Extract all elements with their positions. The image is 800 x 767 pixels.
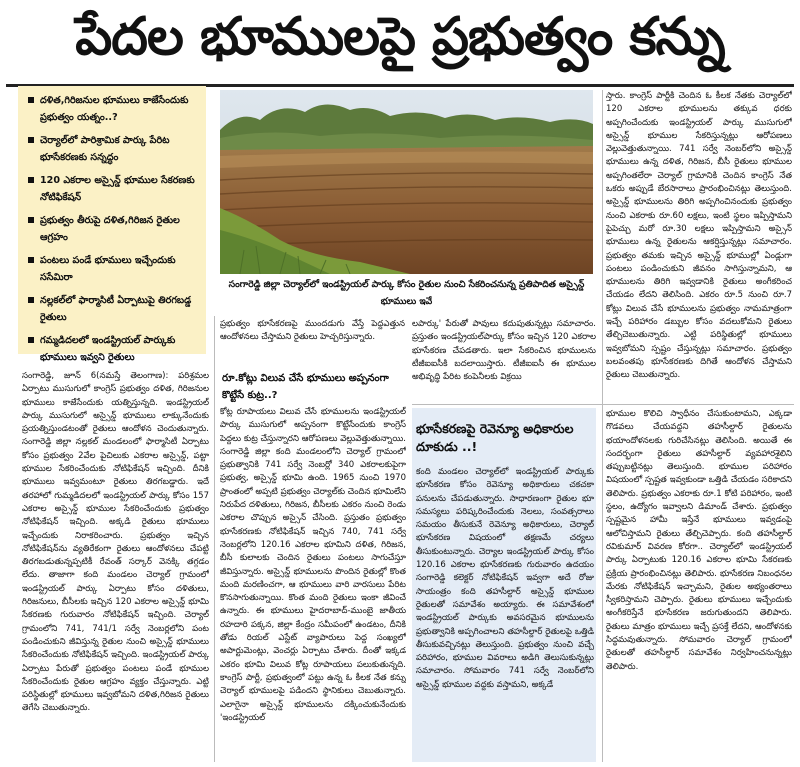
article-text: ప్రభుత్వం భూసేకరణపై ముందడుగు వేస్తే పెద్దఎత్తున ఆందోళనలు చేస్తామని రైతులు హెచ్చరిస్తున్నారు.	[220, 319, 405, 343]
article-column-mid	[220, 406, 406, 761]
article-column-mid-right	[412, 318, 596, 402]
article-column-right	[606, 90, 792, 402]
highlight-item: ప్రభుత్వం తీరుపై దళిత,గిరిజన రైతుల ఆగ్రహం	[28, 212, 200, 246]
highlight-item: దళిత,గిరిజనుల భూములు కాజేసేందుకు ప్రభుత్వం యత్నం..?	[28, 92, 200, 126]
article-text: సంగారెడ్డి, జూన్ 6(నమస్తే తెలంగాణ): పరిశ్రమల ఏర్పాటు ముసుగులో కాంగ్రెస్ ప్రభుత్వం దళిత, గిరిజనుల భూములు కాజేసేందుకు యత్నిస్తున్నది. ఇండస్ట్రియల్ పార్కు ముసుగులో అస్సైన్డ్ భూములు లాక్కునేందుకు ప్రయత్నిస్తుండటంతో రైతులు ఆందోళన చెందుతున్నారు. సంగారెడ్డి జిల్లా నల్లకల్ మండలంలో ఫార్మాసిటీ ఏర్పాటు కోసం ప్రభుత్వం 2వేల పైచిలుకు ఎకరాల అస్సైన్డ్, పట్టా భూముల సేకరించేందుకు నోటిఫికేషన్ ఇచ్చింది. దీనికి భూములు ఇవ్వమంటూ రైతులు తిరగబడ్డారు. ఇదే తరహాలో గుమ్మడిదలలో ఇండస్ట్రియల్ పార్కు కోసం 157 ఎకరాల అస్సైన్డ్ భూముల సేకరించేందుకు ప్రభుత్వం నోటిఫికేషన్ ఇచ్చింది. అక్కడి రైతులు భూములు ఇచ్చేందుకు నిరాకరించారు. ప్రభుత్వం ఇచ్చిన నోటిఫికేషన్‌ను వ్యతిరేకంగా రైతులు ఆందోళనలు చేపట్టి తిరగబడుతున్నప్పటికీ రేవంత్ సర్కార్ వెనక్కి తగ్గడం లేదు. తాజాగా కంది మండలం చెర్యాల్ గ్రామంలో ఇండస్ట్రియల్ పార్కు ఏర్పాటు కోసం దళితులు, గిరిజనులు, బీసీలకు ఇచ్చిన 120 ఎకరాల అస్సైన్డ్ భూమి సేకరణకు గురువారం నోటిఫికేషన్ ఇచ్చింది. చెర్యాల్ గ్రామంలోని 741, 741/1 సర్వే నెంబర్లలోని పంట పండించుకుని జీవిస్తున్న రైతుల నుంచి అస్సైన్డ్ భూములు సేకరించేందుకు నోటిఫికేషన్ ఇచ్చింది. ఇండస్ట్రియల్ పార్కు ఏర్పాటు పేరుతో ప్రభుత్వం పంటలు పండే భూముల సేకరించేందుకు రైతుల ఆగ్రహం వ్యక్తం చేస్తున్నారు. ఎట్టి పరిస్థితుల్లో భూములు ఇవ్వబోమని దళిత,గిరిజన రైతులు తెగేసి చెబుతున్నారు.	[22, 371, 209, 714]
article-column-left	[22, 370, 209, 760]
column-divider	[214, 316, 215, 762]
article-column-mid-top	[220, 318, 405, 360]
highlight-item: 120 ఎకరాల అస్సైన్డ్ భూముల సేకరణకు నోటిఫికేషన్	[28, 172, 200, 206]
article-text: లపార్కు' పేరుతో పావులు కదుపుతున్నట్లు సమాచారం. ప్రస్తుతం ఇండస్ట్రియల్‌పార్కు కోసం ఇచ్చిన 120 ఎకరాల భూసేకరణ చేపడతారు. ఇలా సేకరించిన భూములను టీజీఐఐసీకి బదలాయిస్తారు. టీజీఐఐసీ ఈ భూముల అభివృద్ధి పేరిట కంపెనీలకు విక్రయి	[412, 319, 596, 383]
farmland-photo	[220, 90, 593, 274]
article-text: భూముల కొలిచి స్వాధీనం చేసుకుంటామని, ఎక్కడా గొడవలు చేయవద్దని తహసీల్దార్ రైతులను భయాందోళనలకు గురిచేసినట్లు తెలిసింది. అయితే ఈ సందర్భంగా రైతులు తహసీల్దార్ వ్యవహారశైలిని తప్పుబట్టినట్లు తెలుస్తుంది. భూముల పరిహారం విషయంలో స్పష్టత ఇవ్వకుండా ఒత్తిడి చేయడం సరికాదని తెలిపారు. ప్రభుత్వం ఎకరాకు రూ.1 కోటి పరిహారం, ఇంటి స్థలం, ఉద్యోగం ఇవ్వాలని డిమాండ్ చేశారు. ప్రభుత్వం స్పష్టమైన హామీ ఇస్తేనే భూములు ఇవ్వడంపై ఆలోచిస్తామని రైతులు తేల్చిచెప్పారు. కంది తహసీల్దార్ రవికుమార్ వివరణ కోరగా.. చెర్యాల్‌లో ఇండస్ట్రియల్ పార్కు ఏర్పాటుకు 120.16 ఎకరాల భూమి సేకరణకు ప్రక్రియ ప్రారంభించినట్లు తెలిపారు. భూసేకరణ నిబంధనల మేరకు నోటిఫికేషన్ ఇచ్చామని, రైతుల అభ్యంతరాలు స్వీకరిస్తామని చెప్పారు. రైతులు భూములు ఇచ్చేందుకు అంగీకరిస్తేనే భూసేకరణ జరుగుతుందని తెలిపారు. రైతులు మాత్రం భూములు ఇచ్చే ప్రసక్తే లేదని, ఆందోళనకు సిద్ధమవుతున్నారు. సోమవారం చెర్యాల్ గ్రామంలో రైతులతో తహసీల్దార్ సమావేశం నిర్వహించనున్నట్లు తెలిపారు.	[606, 409, 792, 672]
sidebar-headline: భూసేకరణపై రెవెన్యూ అధికారుల దూకుడు ..!	[416, 421, 574, 454]
photo-caption: సంగారెడ్డి జిల్లా చెర్యాల్‌లో ఇండస్ట్రియల్ పార్కు కోసం రైతుల నుంచి సేకరించనున్న ప్రతిపాదిత అస్సైన్డ్ భూములు ఇవే	[228, 279, 585, 307]
article-text: స్తారు. కాంగ్రెస్ పార్టీకి చెందిన ఓ కీలక నేతకు చెర్యాల్‌లో 120 ఎకరాల భూములను తక్కువ ధరకు అప్పగించేందుకు ఇండస్ట్రియల్ పార్కు ముసుగులో అస్సైన్డ్ భూముల సేకరిస్తున్నట్లు ఆరోపణలు వెల్లువెత్తుతున్నాయి. 741 సర్వే నెంబర్‌లోని అస్సైన్డ్ భూములు ఉన్న దళిత, గిరిజన, బీసీ రైతులు భూముల అప్పగింతలేరా చెర్యాల్ గ్రామానికి చెందిన కాంగ్రెస్ నేత ఒకరు అప్పుడే బేరసారాలు ప్రారంభించినట్లు తెలుస్తుంది. అస్సైన్డ్ భూములను తిరిగి అప్పగించినందుకు ప్రభుత్వం నుంచి ఎకరాకు రూ.60 లక్షలు, ఇంటి స్థలం ఇప్పిస్తామని పైపెచ్చు మరో రూ.30 లక్షలు ఇప్పిస్తామని అస్సైన్ భూములు ఉన్న రైతులను ఆకర్షిస్తున్నట్లు సమాచారం. ప్రభుత్వం తమకు ఇచ్చిన అస్సైన్డ్ భూముల్లో ఏండ్లుగా పంటలు పండించుకుని జీవనం సాగిస్తున్నామని, ఆ భూములను తిరిగి ఇవ్వడానికి రైతులు అంగీకరించ చేయడం లేదని తెలిసింది. ఎకరం రూ.5 నుంచి రూ.7 కోట్లు విలువ చేసే భూములను ప్రభుత్వం నామమాత్రంగా ఇచ్చే పరిహారం డబ్బుల కోసం వదలుకోమని రైతులు తేల్చిచెబుతున్నారు. ఎట్టి పరిస్థితుల్లో భూములు ఇవ్వబోమని స్పష్టం చేస్తున్నట్లు సమాచారం. ప్రభుత్వం బలవంతపు భూసేకరణకు దిగితే ఆందోళన చేస్తామని రైతులు చెబుతున్నారు.	[606, 91, 792, 381]
highlight-item: గమ్మడిదలలో ఇండస్ట్రియల్ పార్కుకు భూములు ఇవ్వని రైతులు	[28, 332, 200, 366]
highlights-box	[18, 86, 206, 363]
sidebar-text	[416, 466, 594, 760]
headline: పేదల భూములపై ప్రభుత్వం కన్ను	[75, 6, 725, 67]
article-column-far-right	[606, 408, 792, 762]
column-divider	[602, 90, 603, 762]
highlight-item: చెర్యాల్‌లో పారిశ్రామిక పార్కు పేరిట భూసేకరణకు సన్నద్ధం	[28, 132, 200, 166]
article-text: కంది మండలం చెర్యాల్‌లో ఇండస్ట్రియల్ పార్కుకు భూసేకరణ కోసం రెవెన్యూ అధికారులు చకచకా పనులను చేపడుతున్నారు. సాధారణంగా రైతుల భూ సమస్యలు పరిష్కరించేందుకు నెలలు, సంవత్సరాలు సమయం తీసుకునే రెవెన్యూ అధికారులు, చెర్యాల్ భూసేకరణ విషయంలో తక్షణమే చర్యలు తీసుకుంటున్నారు. చెర్యాల ఇండస్ట్రియల్ పార్కు కోసం 120.16 ఎకరాల భూసేకరణకు గురువారం ఉదయం సంగారెడ్డి కలెక్టర్ నోటిఫికేషన్ ఇవ్వగా అదే రోజు సాయంత్రం కంది తహసీల్దార్ అస్సైన్డ్ భూముల రైతులతో సమావేశం అయ్యారు. ఈ సమావేశంలో ఇండస్ట్రియల్ పార్కుకు అవసరమైన భూములను ప్రభుత్వానికి అప్పగించాలని తహసీల్దార్ రైతులపై ఒత్తిడి తీసుకువచ్చినట్లు తెలుస్తుంది. ప్రభుత్వం నుంచి వచ్చే పరిహారం, భూముల వివరాలు అడిగి తెలుసుకున్నట్లు సమాచారం. సోమవారం 741 సర్వే నెంబర్‌లోని అస్సైన్డ్ భూముల వద్దకు వస్తామని, అక్కడే	[416, 467, 594, 690]
section-divider	[412, 404, 794, 405]
highlight-item: పంటలు పండే భూములు ఇచ్చేందుకు ససేమిరా	[28, 252, 200, 286]
highlight-item: నల్లకల్‌లో ఫార్మాసిటీ ఏర్పాటుపై తిరగబడ్డ రైతులు	[28, 292, 200, 326]
section-subhead: రూ.కోట్లు విలువ చేసే భూములు అప్పనంగా కొట్టేసే కుట్ర..?	[222, 373, 389, 401]
article-text: కోట్ల రూపాయలు విలువ చేసే భూములను ఇండస్ట్రియల్ పార్కు ముసుగులో అప్పనంగా కొట్టేసేందుకు కాంగ్రెస్ పెద్దలు కుట్ర చేస్తున్నారని ఆరోపణలు వెల్లువెత్తుతున్నాయి. సంగారెడ్డి జిల్లా కంది మండలంలోని చెర్యాల్ గ్రామంలో ప్రభుత్వానికి 741 సర్వే నెంబర్లో 340 ఎకరాలకుపైగా ప్రభుత్వ, అస్సైన్డ్ భూమి ఉంది. 1965 నుంచి 1970 ప్రాంతంలో అప్పటి ప్రభుత్వం చెర్యాల్‌కు చెందిన భూమిలేని నిరుపేద దళితులు, గిరిజన, బీసీలకు ఎకరం నుంచి రెండు ఎకరాల చొప్పున అస్సైన్ చేసింది. ప్రస్తుతం ప్రభుత్వం భూసేకరణకు నోటిఫికేషన్ ఇచ్చిన 740, 741 సర్వే నెంబర్లలోని 120.16 ఎకరాల భూమిని దళిత, గిరిజన, బీసీ కులాలకు చెందిన రైతులు పంటలు సాగుచేస్తూ జీవిస్తున్నారు. అస్సైన్డ్ భూములను పొందిన రైతుల్లో కొంత మంది మరణించగా, ఆ భూములు వారి వారసులు పేరిట కొనసాగుతున్నాయి. కొంత మంది రైతులు ఇంకా జీవించే ఉన్నారు. ఈ భూములు హైదరాబాద్-ముంబై జాతీయ రహదారి పక్కన, జిల్లా కేంద్రం సమీపంలో ఉండటం, దీనికి తోడు రియల్ ఎస్టేట్ వ్యాపారులు పెద్ద సంఖ్యలో అపార్టుమెంట్లు, వెంచర్లు ఏర్పాటు చేశారు. దీంతో ఇక్కడ ఎకరం భూమి విలువ కోట్ల రూపాయలు పలుకుతున్నది. కాంగ్రెస్ పార్టీ, ప్రభుత్వంలో పట్టు ఉన్న ఓ కీలక నేత కన్ను చెర్యాల్ భూములపై పడిందని స్థానికులు చెబుతున్నారు. ఎలాగైనా అస్సైన్డ్ భూములను దక్కించుకునేందుకు 'ఇండస్ట్రియల్	[220, 407, 406, 723]
